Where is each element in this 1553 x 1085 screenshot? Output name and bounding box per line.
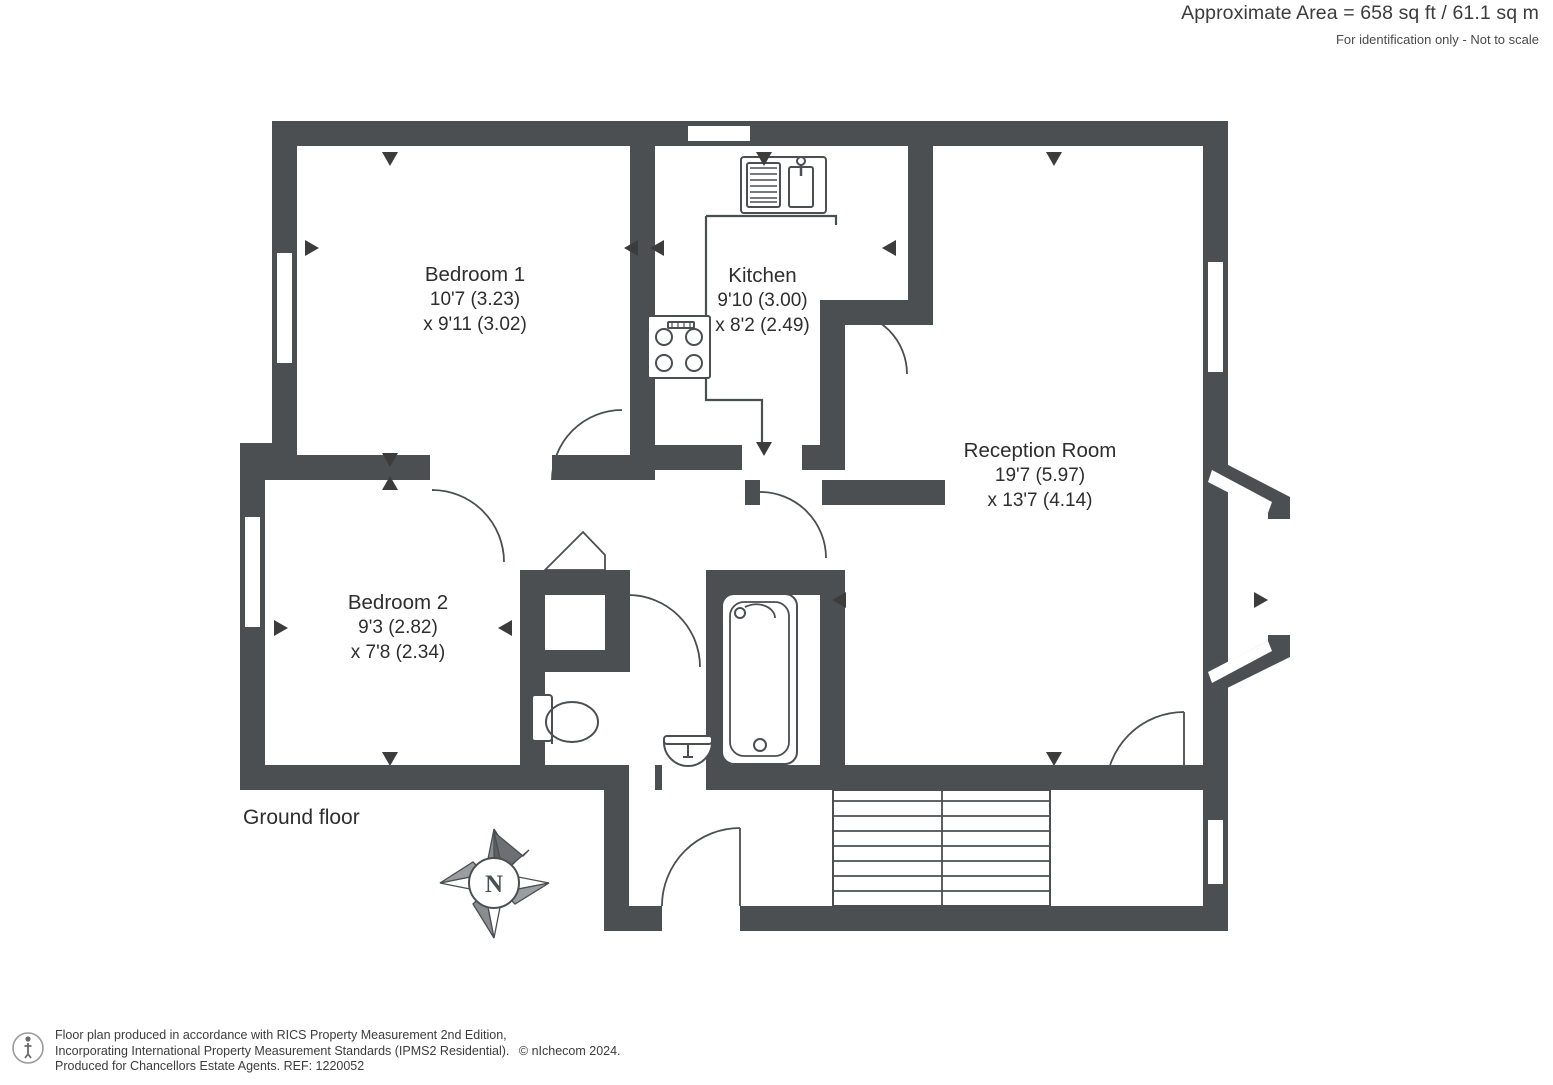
- room-name: Reception Room: [963, 439, 1117, 462]
- compass-letter: N: [484, 871, 504, 898]
- room-dimension-2: x 9'11 (3.02): [423, 314, 527, 335]
- room-dimension-1: 9'3 (2.82): [358, 617, 438, 638]
- room-dimension-2: x 7'8 (2.34): [350, 642, 446, 663]
- person-accessibility-icon: [12, 1028, 44, 1068]
- footer-line-2: Incorporating International Property Measurement Standards (IPMS2 Residential).: [55, 1043, 510, 1058]
- footer-disclaimer: [55, 1028, 621, 1075]
- room-name: Bedroom 1: [424, 263, 526, 286]
- footer-line-1: Floor plan produced in accordance with RICS Property Measurement 2nd Edition,: [55, 1028, 507, 1042]
- room-dimension-1: 9'10 (3.00): [717, 290, 808, 311]
- identification-note-text: For identification only - Not to scale: [1335, 32, 1539, 47]
- room-name: Kitchen: [728, 264, 797, 287]
- room-dimension-1: 10'7 (3.23): [429, 289, 521, 310]
- room-label-bedroom1: [330, 262, 620, 337]
- compass-rose-icon: [437, 826, 552, 941]
- footer-line-3: Produced for Chancellors Estate Agents. REF: 1220052: [55, 1059, 365, 1073]
- room-dimension-1: 19'7 (5.97): [994, 465, 1086, 486]
- walls-group: [240, 121, 1290, 931]
- approximate-area-text: Approximate Area = 658 sq ft / 61.1 sq m: [1181, 2, 1539, 24]
- room-name: Bedroom 2: [347, 591, 449, 614]
- room-label-bedroom2: [262, 590, 534, 665]
- footer-copyright: © nIchecom 2024.: [518, 1043, 621, 1058]
- room-dimension-2: x 8'2 (2.49): [715, 315, 810, 336]
- room-label-kitchen: [645, 263, 880, 338]
- room-label-reception-room: [900, 438, 1180, 513]
- room-dimension-2: x 13'7 (4.14): [987, 490, 1093, 511]
- floor-label: Ground floor: [243, 806, 360, 829]
